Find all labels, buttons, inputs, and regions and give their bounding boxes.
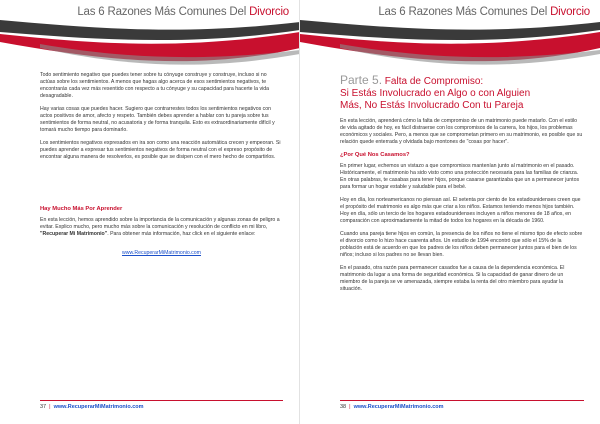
left-page-body <box>40 72 283 167</box>
body-paragraph: Los sentimientos negativos expresados en ira son como una reacción automática crecen y empeoran. Si puedes aprender a expresar tus sentimientos negativos de forma neutral con el expreso propósito de encontrar alguna manera de resolverlos, es posible que se disipen con el mero hecho de compartirlos. <box>40 140 281 160</box>
section-subheading: Hay Mucho Más Por Aprender <box>40 206 123 212</box>
part-title-a: Falta de Compromiso: <box>382 76 484 87</box>
footer-site-link[interactable]: www.RecuperarMiMatrimonio.com <box>353 404 444 410</box>
header-title-prefix: Las 6 Razones Más Comunes Del <box>77 6 250 18</box>
body-paragraph: Todo sentimiento negativo que puedes tener sobre tu cónyuge construye y construye, incluso si no actúas sobre los sentimientos. A menos que hagas algo acerca de esos sentimientos negativos, te encontrarás cada vez más resentido con respecto a tu cónyuge y su capacidad para hacerte la vida desagradable. <box>40 72 269 99</box>
page-header-title <box>378 6 590 18</box>
section-subheading: ¿Por Qué Nos Casamos? <box>340 152 410 158</box>
body-paragraph: Hay varias cosas que puedes hacer. Sugiero que contrarrestes todos los sentimientos negativos con actos positivos de amor, afecto y respeto. También debes aprender a hablar con tu pareja sobre tus sentimientos de forma neutral, no acusatoria y de forma tranquila. Esto es extraordinariamente difícil y tomará mucho tiempo para dominarlo. <box>40 106 275 133</box>
right-page <box>300 0 600 424</box>
body-paragraph: En el pasado, otra razón para permanecer casados fue a causa de la dependencia económica. El matrimonio da lugar a una forma de seguridad económica. Si la capacidad de ganar dinero de un miembro de la pareja se ve amenazada, siempre estaba la renta del otro miembro para ayudar la situación. <box>340 265 565 292</box>
page-header-title <box>77 6 289 18</box>
header-swoosh-graphic <box>300 18 600 78</box>
chapter-title <box>340 74 586 112</box>
header-title-highlight: Divorcio <box>249 6 289 18</box>
page-number: 37 <box>40 404 47 410</box>
header-swoosh-graphic <box>0 18 300 78</box>
body-paragraph: Cuando una pareja tiene hijos en común, la presencia de los niños no tiene el mismo tipo de efecto sobre el divorcio como lo hizo hace cuarenta años. Un estudio de 1994 encontró que sólo el 15% de la población está de acuerdo en que los padres de los niños deben permanecer juntos para el bien de los niños; incluso si los padres no se llevan bien. <box>340 231 583 258</box>
left-page-section <box>40 206 283 257</box>
right-page-footer: 38 | www.RecuperarMiMatrimonio.com <box>340 400 584 410</box>
right-page-body <box>340 118 584 299</box>
footer-site-link[interactable]: www.RecuperarMiMatrimonio.com <box>53 404 144 410</box>
part-title-b: Si Estás Involucrado en Algo o con Alguien <box>340 88 531 99</box>
closing-paragraph: En esta lección, hemos aprendido sobre la importancia de la comunicación y algunas zonas de peligro a evitar. Explico mucho, pero mucho más sobre la comunicación y resolución de conflicto en mi libro, "Recuperar Mi Matrimonio". Para obtener más información, haz click en el siguiente enlace: <box>40 217 280 237</box>
header-title-highlight: Divorcio <box>550 6 590 18</box>
part-label: Parte 5. <box>340 73 383 87</box>
body-paragraph: En primer lugar, echemos un vistazo a que compromisos mantenían junto al matrimonio en el pasado. Históricamente, el matrimonio ha sido visto como una protección necesaria para las familias de crianza. En otras palabras, te casabas para tener hijos, porque casarse garantizaba que un a permanecer juntos para formar un hogar estable y saludable para el bebé. <box>340 163 580 190</box>
part-title-c: Más, No Estás Involucrado Con tu Pareja <box>340 100 524 111</box>
intro-paragraph: En esta lección, aprenderá cómo la falta de compromiso de un matrimonio puede matarlo. Con el estilo de vida agitado de hoy, es fácil distraerse con los compromisos de la carrera, los hijos, los problemas económicos y sociales. Pero, a menos que se comprometan primero en su matrimonio, es posible que su relación quede enterrada y olvidada bajo montones de "cosas por hacer". <box>340 118 583 145</box>
header-title-prefix: Las 6 Razones Más Comunes Del <box>378 6 551 18</box>
page-number: 38 <box>340 404 347 410</box>
body-paragraph: Hoy en día, los norteamericanos no piensan así. El setenta por ciento de los estadounidenses creen que el propósito del matrimonio es algo más que criar a los niños. Estamos teniendo menos hijos también. Hoy en día, sólo un tercio de los hogares estadounidenses incluyen a niños menores de 18 años, en comparación con aproximadamente la mitad de todos los hogares en la década de 1960. <box>340 197 581 224</box>
book-link[interactable]: www.RecuperarMiMatrimonio.com <box>122 250 201 256</box>
left-page-footer: 37 | www.RecuperarMiMatrimonio.com <box>40 400 283 410</box>
